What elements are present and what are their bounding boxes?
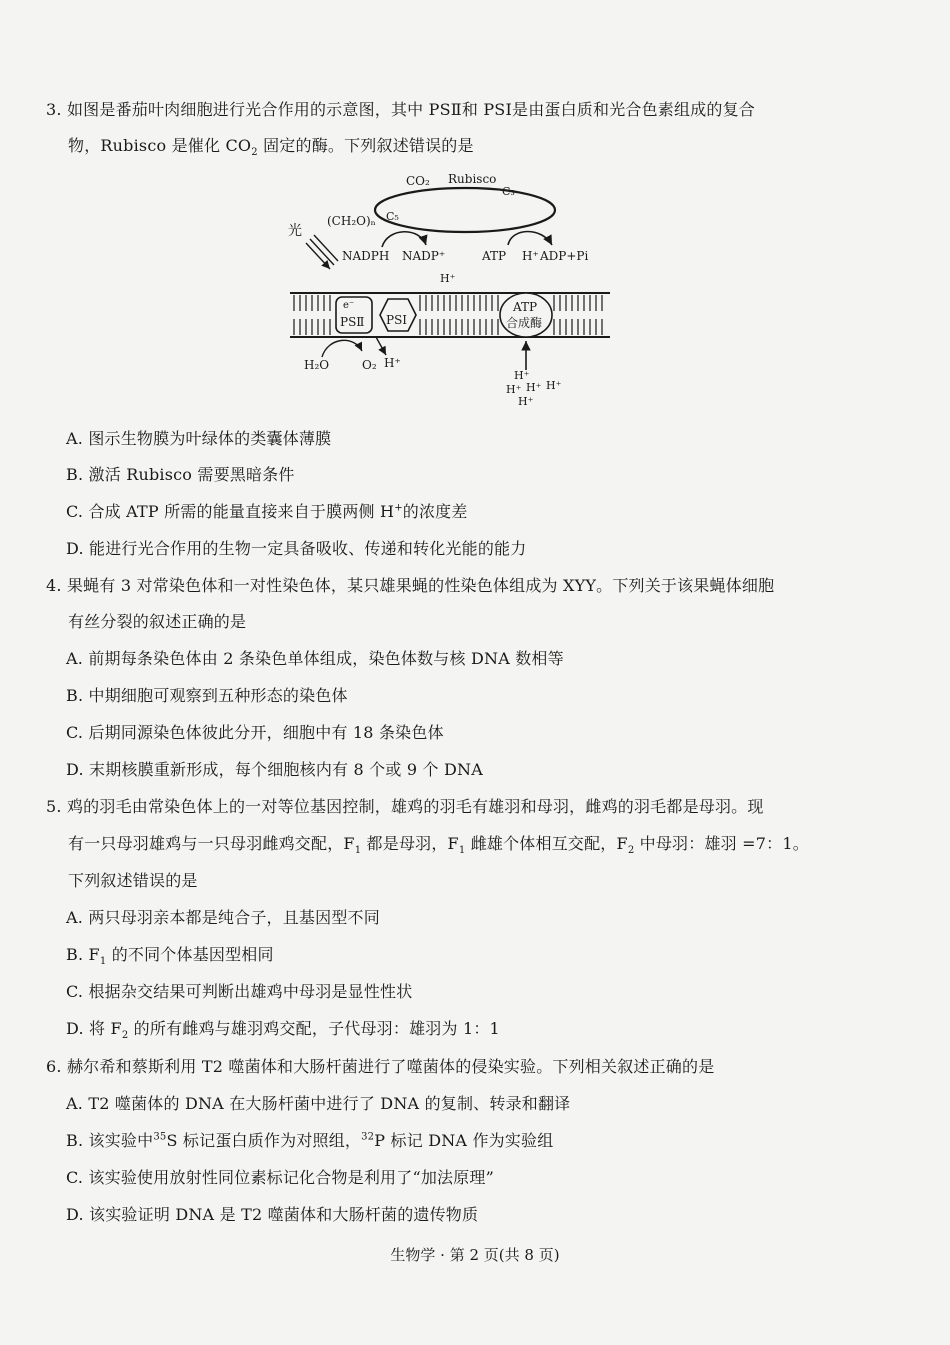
h2o-label: H₂O [304, 358, 330, 372]
ps2-label: PSⅡ [340, 315, 365, 329]
q5-option-a: A. 两只母羽亲本都是纯合子，且基因型不同 [66, 908, 380, 927]
q4-stem-line1: 4. 果蝇有 3 对常染色体和一对性染色体，某只雄果蝇的性染色体组成为 XYY。下列关于该果蝇体细胞 [46, 576, 775, 595]
q4-option-b: B. 中期细胞可观察到五种形态的染色体 [66, 686, 348, 705]
q4-stem-line2: 有丝分裂的叙述正确的是 [68, 612, 247, 631]
nadph-cycle-arrow [382, 232, 426, 247]
h-cluster-3: H⁺ [526, 381, 542, 394]
co2-label: CO₂ [406, 174, 430, 188]
q5-stem-line3: 下列叙述错误的是 [68, 871, 198, 890]
q4-option-d: D. 末期核膜重新形成，每个细胞核内有 8 个或 9 个 DNA [66, 760, 484, 779]
electron-label: e⁻ [343, 300, 355, 311]
atp-cycle-arrow [508, 232, 552, 246]
q5-stem-line1: 5. 鸡的羽毛由常染色体上的一对等位基因控制，雄鸡的羽毛有雄羽和母羽，雌鸡的羽毛都是母羽。现 [46, 797, 764, 816]
h-plus-top-label: H⁺ [440, 272, 456, 285]
calvin-cycle-loop [375, 188, 555, 232]
h-cluster-4: H⁺ [546, 379, 562, 392]
q4-option-a: A. 前期每条染色体由 2 条染色单体组成，染色体数与核 DNA 数相等 [66, 649, 564, 668]
q4-number: 4. [46, 576, 62, 595]
q5-option-c: C. 根据杂交结果可判断出雄鸡中母羽是显性性状 [66, 982, 413, 1001]
atp-synthase-line2: 合成酶 [506, 316, 543, 330]
atp-synthase-line1: ATP [513, 300, 538, 314]
q6-option-c: C. 该实验使用放射性同位素标记化合物是利用了“加法原理” [66, 1168, 495, 1187]
atp-label: ATP [482, 249, 507, 263]
nadp-label: NADP⁺ [402, 249, 446, 263]
q3-stem-line1: 3. 如图是番茄叶肉细胞进行光合作用的示意图，其中 PSⅡ和 PSⅠ是由蛋白质和光合色素组成的复合 [46, 100, 755, 119]
q6-option-d: D. 该实验证明 DNA 是 T2 噬菌体和大肠杆菌的遗传物质 [66, 1205, 479, 1224]
q6-option-b: B. 该实验中$^{35}$S 标记蛋白质作为对照组，$^{32}$P 标记 DNA 作为实验组 [66, 1131, 554, 1150]
q6-option-a: A. T2 噬菌体的 DNA 在大肠杆菌中进行了 DNA 的复制、转录和翻译 [66, 1094, 571, 1113]
h-cluster-2: H⁺ [506, 383, 522, 396]
page-footer: 生物学 · 第 2 页(共 8 页) [390, 1246, 560, 1264]
h-cluster-5: H⁺ [518, 395, 534, 408]
q3-stem-line2: 物，Rubisco 是催化 $CO_2$ 固定的酶。下列叙述错误的是 [68, 136, 474, 159]
adp-pi-label: ADP+Pi [540, 249, 589, 263]
q5-number: 5. [46, 797, 62, 816]
q5-option-b: B. $F_1$ 的不同个体基因型相同 [66, 945, 274, 968]
c3-label: C₃ [502, 185, 515, 198]
c5-label: C₅ [386, 210, 399, 223]
q5-stem-line2: 有一只母羽雄鸡与一只母羽雌鸡交配，$F_1$ 都是母羽，$F_1$ 雌雄个体相互交配，$F_2$ 中母羽：雄羽 =7：1。 [68, 834, 809, 857]
q6-number: 6. [46, 1057, 62, 1076]
light-label: 光 [288, 223, 302, 239]
rubisco-label: Rubisco [448, 172, 497, 186]
q3-option-b: B. 激活 Rubisco 需要黑暗条件 [66, 465, 295, 484]
o2-label: O₂ [362, 358, 377, 372]
q3-option-a: A. 图示生物膜为叶绿体的类囊体薄膜 [66, 429, 332, 448]
q5-option-d: D. 将 $F_2$ 的所有雌鸡与雄羽鸡交配，子代母羽：雄羽为 1：1 [66, 1019, 500, 1042]
h-plus-bottom-label: H⁺ [384, 356, 401, 370]
ch2o-label: (CH₂O)ₙ [327, 214, 376, 228]
h-cluster-1: H⁺ [514, 369, 530, 382]
nadph-label: NADPH [342, 249, 390, 263]
ps1-label: PSⅠ [386, 313, 408, 327]
q3-option-c: C. 合成 ATP 所需的能量直接来自于膜两侧 H+的浓度差 [66, 502, 468, 521]
q6-stem-line1: 6. 赫尔希和蔡斯利用 T2 噬菌体和大肠杆菌进行了噬菌体的侵染实验。下列相关叙述正确的是 [46, 1057, 715, 1076]
q3-number: 3. [46, 100, 62, 119]
light-arrows [306, 235, 338, 269]
h-plus-atp-label: H⁺ [522, 249, 539, 263]
q4-option-c: C. 后期同源染色体彼此分开，细胞中有 18 条染色体 [66, 723, 444, 742]
photosynthesis-diagram [270, 165, 630, 410]
water-split-arrow [322, 340, 362, 357]
q3-option-d: D. 能进行光合作用的生物一定具备吸收、传递和转化光能的能力 [66, 539, 527, 558]
